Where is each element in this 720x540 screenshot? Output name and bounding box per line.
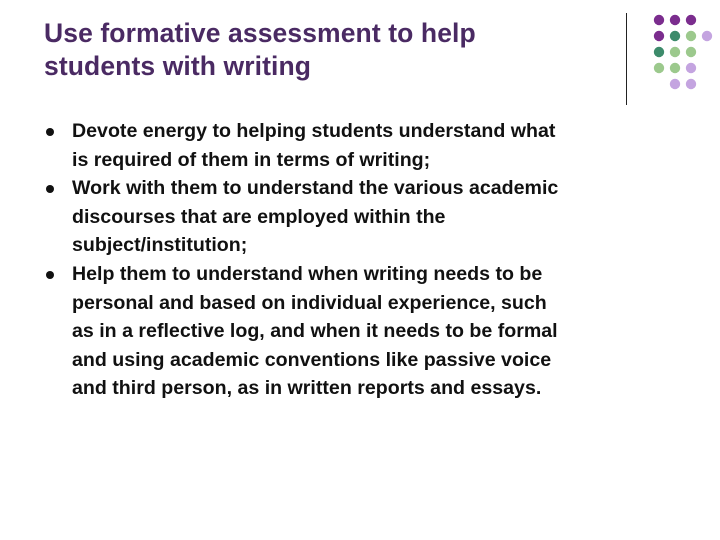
bullet-dot-icon — [46, 185, 54, 193]
decorative-dot — [670, 79, 680, 89]
bullet-text-line: Help them to understand when writing needs to be — [72, 262, 543, 285]
decorative-dot — [654, 63, 664, 73]
bullet-text-line: is required of them in terms of writing; — [72, 148, 431, 171]
decorative-dot-grid — [635, 12, 715, 108]
decorative-dot — [686, 79, 696, 89]
decorative-dot — [686, 15, 696, 25]
decorative-dot — [654, 15, 664, 25]
bullet-item — [46, 174, 686, 260]
bullet-text-line: Devote energy to helping students understand what — [72, 120, 556, 142]
slide-title — [44, 17, 604, 83]
bullet-text-line: subject/institution; — [72, 234, 248, 257]
bullet-text-line: as in a reflective log, and when it needs to be formal — [72, 320, 558, 343]
decorative-dot — [654, 31, 664, 41]
bullet-text-line: and using academic conventions like passive voice — [72, 348, 552, 371]
decorative-dot — [686, 63, 696, 73]
bullet-text-line: discourses that are employed within the — [72, 205, 446, 228]
decorative-dot — [670, 47, 680, 57]
decorative-dot — [654, 47, 664, 57]
decorative-dot — [670, 15, 680, 25]
bullet-text-line: personal and based on individual experience, such — [72, 291, 547, 314]
bullet-item — [46, 260, 686, 403]
title-divider-line — [626, 13, 627, 105]
decorative-dot — [686, 47, 696, 57]
bullet-item — [46, 117, 686, 174]
decorative-dot — [670, 63, 680, 73]
bullet-list — [46, 117, 686, 403]
slide-title-line-2: students with writing — [44, 51, 312, 81]
bullet-dot-icon — [46, 128, 54, 136]
decorative-dot — [686, 31, 696, 41]
slide-title-line-1: Use formative assessment to help — [44, 18, 476, 48]
bullet-text-line: Work with them to understand the various academic — [72, 177, 559, 200]
decorative-dot — [702, 31, 712, 41]
decorative-dot — [670, 31, 680, 41]
bullet-dot-icon — [46, 271, 54, 279]
bullet-text-line: and third person, as in written reports and essays. — [72, 377, 542, 400]
